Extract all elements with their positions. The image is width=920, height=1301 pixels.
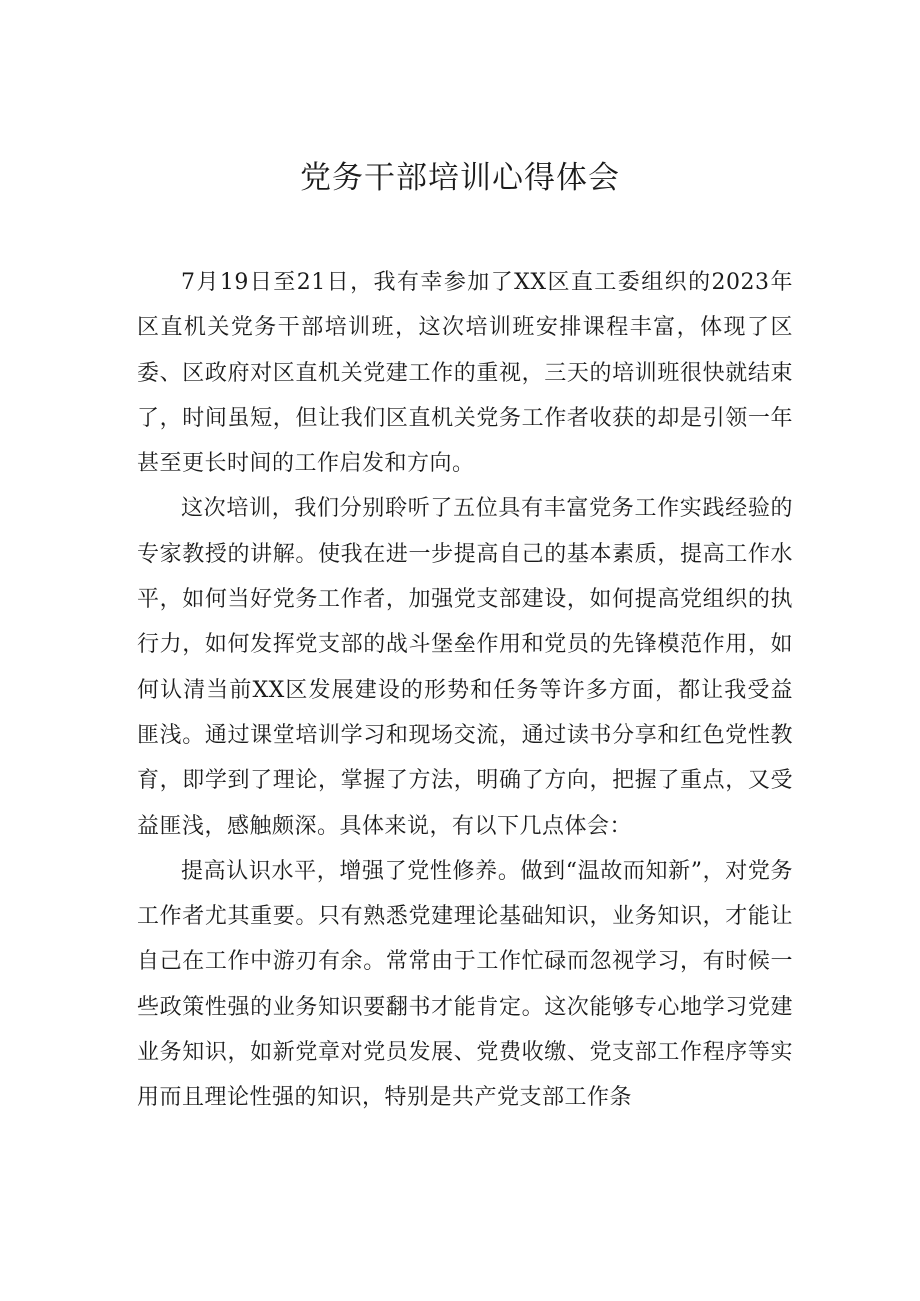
document-title: 党务干部培训心得体会 <box>300 160 620 196</box>
paragraph-3: 提高认识水平，增强了党性修养。做到“温故而知新”，对党务工作者尤其重要。只有熟悉党建理论基础知识，业务知识，才能让自己在工作中游刃有余。常常由于工作忙碌而忽视学习，有时候一些政策性强的业务知识要翻书才能肯定。这次能够专心地学习党建业务知识，如新党章对党员发展、党费收缴、党支部工作程序等实用而且理论性强的知识，特别是共产党支部工作条 <box>137 858 793 1111</box>
document-body <box>137 260 793 1121</box>
paragraph-1: 7月19日至21日，我有幸参加了XX区直工委组织的2023年区直机关党务干部培训班，这次培训班安排课程丰富，体现了区委、区政府对区直机关党建工作的重视，三天的培训班很快就结束了，时间虽短，但让我们区直机关党务工作者收获的却是引领一年甚至更长时间的工作启发和方向。 <box>137 270 793 477</box>
paragraph-2: 这次培训，我们分别聆听了五位具有丰富党务工作实践经验的专家教授的讲解。使我在进一步提高自己的基本素质，提高工作水平，如何当好党务工作者，加强党支部建设，如何提高党组织的执行力，如何发挥党支部的战斗堡垒作用和党员的先锋模范作用，如何认清当前XX区发展建设的形势和任务等许多方面，都让我受益匪浅。通过课堂培训学习和现场交流，通过读书分享和红色党性教育，即学到了理论，掌握了方法，明确了方向，把握了重点，又受益匪浅，感触颇深。具体来说，有以下几点体会： <box>137 496 793 839</box>
